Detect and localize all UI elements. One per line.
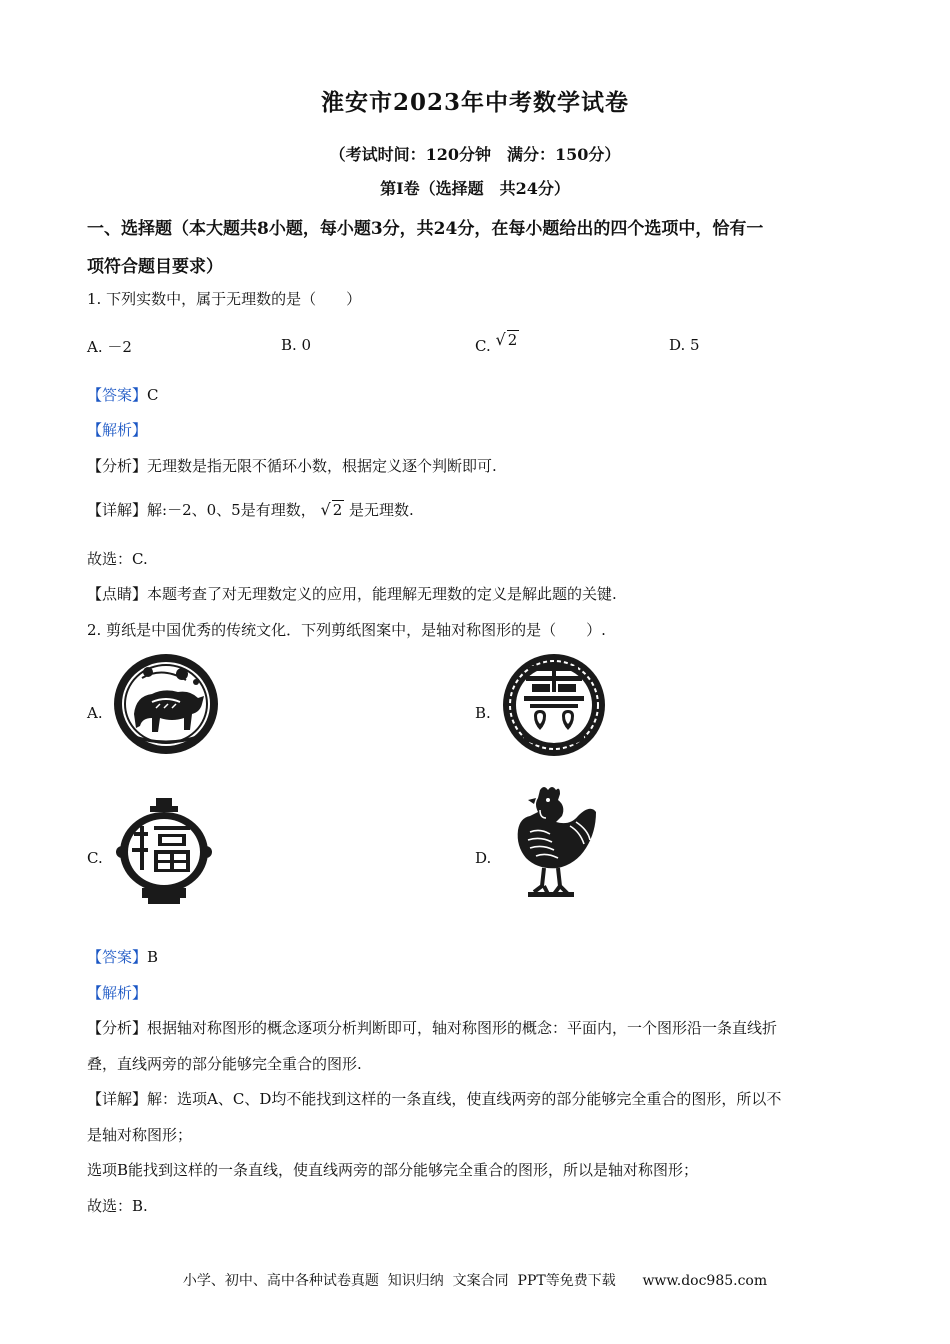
page-footer	[0, 1270, 950, 1290]
part-title: 第Ⅰ卷（选择题 共24分）	[380, 179, 570, 198]
answer-value: C	[147, 386, 159, 404]
footer-url[interactable]: www.doc985.com	[642, 1273, 768, 1289]
answer-tag: 【答案】	[87, 948, 148, 966]
footer-text: 小学、初中、高中各种试卷真题 知识归纳 文案合同 PPT等免费下载	[182, 1273, 616, 1289]
xiangjie-tag: 【详解】	[87, 1090, 148, 1108]
section-heading-line2: 项符合题目要求）	[87, 257, 223, 277]
q2-answer	[87, 946, 158, 967]
fenxi-tag: 【分析】	[87, 457, 148, 475]
exam-info: （考试时间：120分钟 满分：150分）	[329, 145, 621, 164]
q2-choose: 故选：B.	[87, 1197, 148, 1215]
fenxi-tag: 【分析】	[87, 1019, 148, 1037]
q1-choose: 故选：C.	[87, 550, 148, 568]
page-title: 淮安市2023年中考数学试卷	[320, 89, 629, 116]
q1-option-c-radicand: 2	[507, 331, 518, 349]
fenxi-text-1: 根据轴对称图形的概念逐项分析判断即可，轴对称图形的概念：平面内，一个图形沿一条直线折	[147, 1019, 778, 1037]
q1-fenxi	[87, 455, 497, 476]
xiangjie-text-1: 解：选项A、C、D均不能找到这样的一条直线，使直线两旁的部分能够完全重合的图形，所以不	[147, 1090, 782, 1108]
q2-fenxi-line2: 叠，直线两旁的部分能够完全重合的图形.	[87, 1055, 362, 1073]
xiangjie-tag: 【详解】	[87, 501, 148, 519]
sqrt-symbol: √ 2	[495, 330, 518, 349]
dianjing-text: 本题考查了对无理数定义的应用，能理解无理数的定义是解此题的关键.	[147, 585, 617, 603]
q2-fenxi-line1	[87, 1017, 777, 1038]
q2-analysis-tag: 【解析】	[87, 984, 148, 1002]
section-heading-line1: 一、选择题（本大题共8小题，每小题3分，共24分，在每小题给出的四个选项中，恰有一	[87, 219, 764, 239]
q1-xiangjie	[87, 499, 414, 520]
q1-option-a: A. －2	[87, 338, 132, 356]
q2-option-a-label: A.	[87, 704, 103, 722]
paper-cut-rooster-icon	[500, 782, 600, 904]
q2-xiangjie-line1	[87, 1088, 781, 1109]
paper-cut-fu-lantern-icon	[112, 798, 216, 910]
dianjing-tag: 【点睛】	[87, 585, 148, 603]
q1-dianjing	[87, 583, 617, 604]
q1-answer	[87, 384, 159, 405]
q2-option-c-label: C.	[87, 849, 103, 867]
q1-analysis-tag: 【解析】	[87, 421, 148, 439]
q1-option-c	[475, 330, 519, 355]
paper-cut-double-happiness-icon	[500, 652, 608, 762]
paper-cut-ox-icon	[112, 652, 220, 760]
q2-xiangjie-line3: 选项B能找到这样的一条直线，使直线两旁的部分能够完全重合的图形，所以是轴对称图形；	[87, 1161, 699, 1179]
xiangjie-radicand: 2	[332, 501, 343, 519]
xiangjie-post: 是无理数.	[349, 501, 414, 519]
q2-xiangjie-line2: 是轴对称图形；	[87, 1126, 193, 1144]
q1-option-d: D. 5	[669, 336, 700, 354]
q1-stem: 1. 下列实数中，属于无理数的是（ ）	[87, 290, 362, 308]
xiangjie-pre: 解:－2、0、5是有理数，	[147, 501, 316, 519]
fenxi-text: 无理数是指无限不循环小数，根据定义逐个判断即可.	[147, 457, 497, 475]
q1-option-c-label: C.	[475, 337, 491, 355]
q1-option-b: B. 0	[281, 336, 312, 354]
answer-value: B	[147, 948, 159, 966]
answer-tag: 【答案】	[87, 386, 148, 404]
sqrt-symbol: √ 2	[320, 500, 343, 519]
q2-stem: 2. 剪纸是中国优秀的传统文化．下列剪纸图案中，是轴对称图形的是（ ）.	[87, 621, 606, 639]
q2-option-b-label: B.	[475, 704, 491, 722]
q2-option-d-label: D.	[475, 849, 492, 867]
